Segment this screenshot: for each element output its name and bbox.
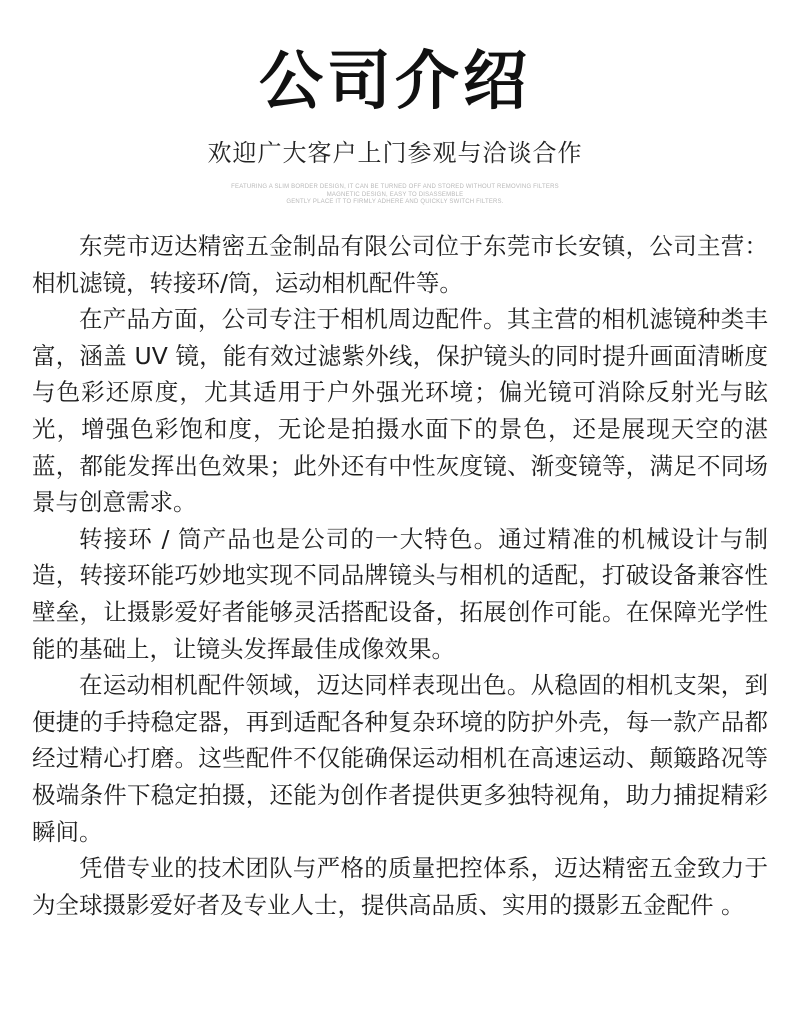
fine-print-line: FEATURING A SLIM BORDER DESIGN, IT CAN BE TURNED OFF AND STORED WITHOUT REMOVING FILTERS [231,184,559,190]
body-text [32,228,768,923]
paragraph-action-camera: 在运动相机配件领域，迈达同样表现出色。从稳固的相机支架，到便捷的手持稳定器，再到适配各种复杂环境的防护外壳，每一款产品都经过精心打磨。这些配件不仅能确保运动相机在高速运动、颠簸路况等极端条件下稳定拍摄，还能为创作者提供更多独特视角，助力捕捉精彩瞬间。 [32,671,768,846]
page-header [0,0,790,207]
fine-print-line: GENTLY PLACE IT TO FIRMLY ADHERE AND QUICKLY SWITCH FILTERS. [286,199,504,205]
paragraph-adapters: 转接环 / 筒产品也是公司的一大特色。通过精准的机械设计与制造，转接环能巧妙地实现不同品牌镜头与相机的适配，打破设备兼容性壁垒，让摄影爱好者能够灵活搭配设备，拓展创作可能。在保障光学性能的基础上，让镜头发挥最佳成像效果。 [32,524,768,663]
page-title: 公司介绍 [259,45,531,119]
paragraph-commitment: 凭借专业的技术团队与严格的质量把控体系，迈达精密五金致力于为全球摄影爱好者及专业人士，提供高品质、实用的摄影五金配件 。 [32,854,768,919]
fine-print-line: MAGNETIC DESIGN, EASY TO DISASSEMBLE [326,191,464,198]
paragraph-intro: 东莞市迈达精密五金制品有限公司位于东莞市长安镇，公司主营：相机滤镜，转接环/筒，运动相机配件等。 [32,232,768,297]
fine-print-block [0,184,790,207]
paragraph-filters: 在产品方面，公司专注于相机周边配件。其主营的相机滤镜种类丰富，涵盖 UV 镜，能有效过滤紫外线，保护镜头的同时提升画面清晰度与色彩还原度，尤其适用于户外强光环境；偏光镜可消除反射光与眩光，增强色彩饱和度，无论是拍摄水面下的景色，还是展现天空的湛蓝，都能发挥出色效果；此外还有中性灰度镜、渐变镜等，满足不同场景与创意需求。 [32,305,768,517]
page-subtitle: 欢迎广大客户上门参观与洽谈合作 [207,139,583,167]
